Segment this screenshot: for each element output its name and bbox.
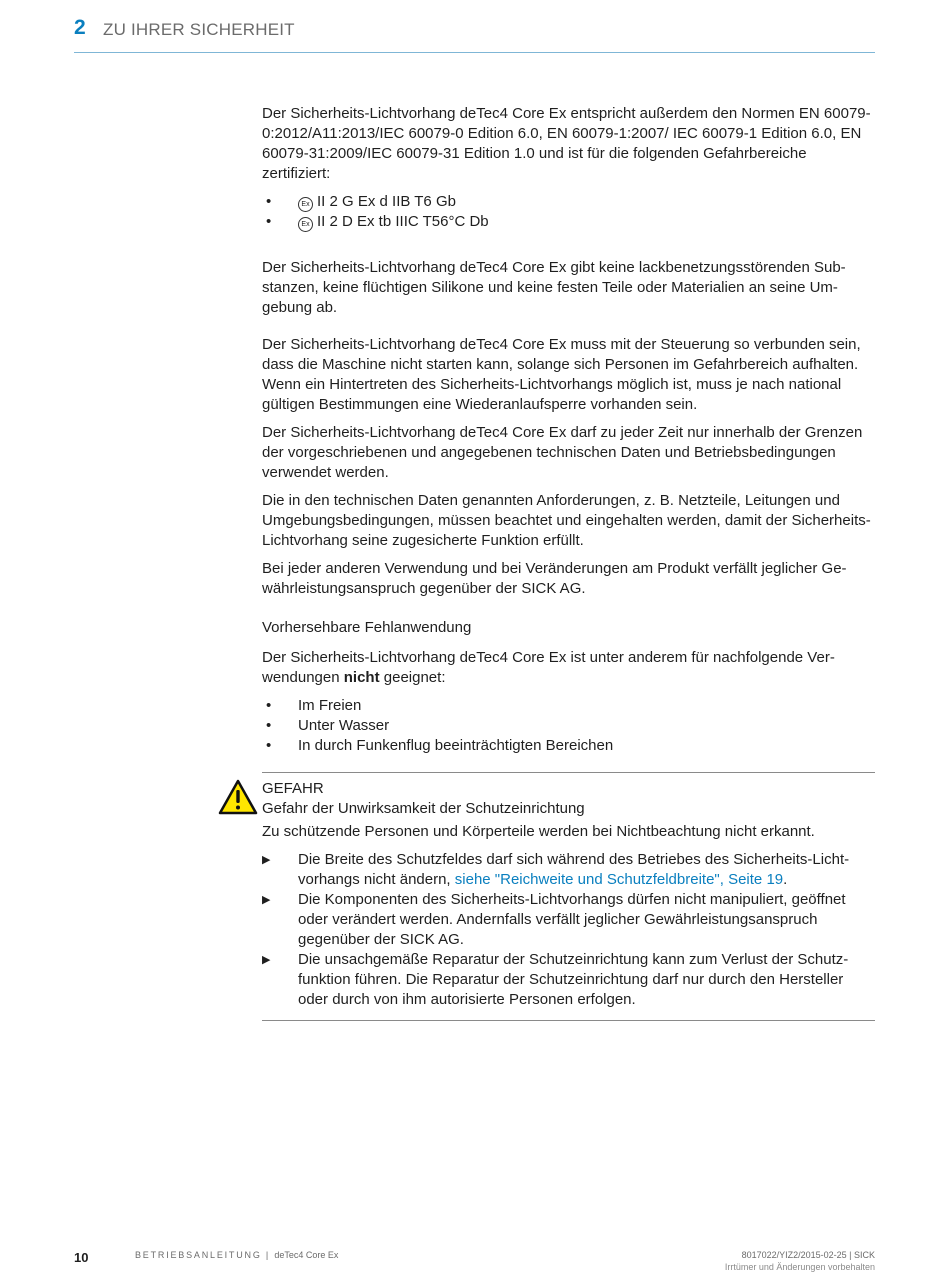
limits-paragraph: Der Sicherheits-Lichtvorhang deTec4 Core Ex darf zu jeder Zeit nur innerhalb der Grenzen der vorgeschriebenen und angegebenen technischen Daten und Betriebsbedingungen verwendet werden. xyxy=(262,424,863,481)
misuse-intro-emphasis: nicht xyxy=(343,669,380,686)
danger-title: GEFAHR xyxy=(262,780,324,797)
misuse-intro xyxy=(262,648,875,688)
list-item: • In durch Funkenflug beeinträchtigten Bereichen xyxy=(262,736,875,756)
cert-zone-text: II 2 D Ex tb IIIC T56°C Db xyxy=(317,213,489,230)
document-type xyxy=(135,1250,338,1260)
list-item: ▶ Die Komponenten des Sicherheits-Lichtvorhangs dürfen nicht manipuliert, geöffnet oder verändert werden. Andernfalls verfällt jeglicher Gewährleistungsanspruch gegenüber der SICK AG. xyxy=(262,890,875,950)
warning-triangle-icon xyxy=(218,779,258,815)
chapter-title: ZU IHRER SICHERHEIT xyxy=(103,20,295,39)
list-item xyxy=(262,850,875,890)
list-item xyxy=(262,212,875,232)
misuse-list xyxy=(262,696,875,756)
warranty-paragraph: Bei jeder anderen Verwendung und bei Veränderungen am Produkt verfällt jeglicher Gewährleistungsanspruch gegenüber der SICK AG. xyxy=(262,560,847,597)
cert-zone-list xyxy=(262,192,875,232)
cert-zone-text: II 2 G Ex d IIB T6 Gb xyxy=(317,193,456,210)
control-paragraph: Der Sicherheits-Lichtvorhang deTec4 Core Ex muss mit der Steuerung so verbunden sein, dass die Maschine nicht starten kann, solange sich Personen im Gefahrbereich aufhalten. Wenn ein Hintertreten des Sicherheits-Lichtvorhangs möglich ist, muss je nach national gültigen Bestimmungen eine Wiederanlaufsperre vorhanden sein. xyxy=(262,336,861,413)
danger-text: Zu schützende Personen und Körperteile werden bei Nichtbeachtung nicht erkannt. xyxy=(262,823,815,840)
product-name: deTec4 Core Ex xyxy=(274,1250,339,1260)
chapter-number: 2 xyxy=(74,16,86,39)
document-id: 8017022/YIZ2/2015-02-25 | SICK xyxy=(741,1250,875,1260)
page-header xyxy=(74,14,875,53)
substances-paragraph: Der Sicherheits-Lichtvorhang deTec4 Core Ex gibt keine lackbenetzungsstörenden Substanzen, keine flüchtigen Silikone und keine festen Teile oder Materialien an seine Umgebung ab. xyxy=(262,259,846,316)
document-type-label: BETRIEBSANLEITUNG xyxy=(135,1250,262,1260)
misuse-intro-end: geeignet: xyxy=(379,669,446,686)
misuse-heading: Vorhersehbare Fehlanwendung xyxy=(262,619,472,636)
list-item: • Im Freien xyxy=(262,696,875,716)
intro-paragraph: Der Sicherheits-Lichtvorhang deTec4 Core Ex entspricht außerdem den Normen EN 60079-0:2012/A11:2013/IEC 60079-0 Edition 6.0, EN 60079-1:2007/ IEC 60079-1 Edition 6.0, EN 60079-31:2009/IEC 60079-31 Edition 1.0 und ist für die folgenden Gefahrbereiche zertifiziert: xyxy=(262,105,871,182)
list-item: ▶ Die unsachgemäße Reparatur der Schutzeinrichtung kann zum Verlust der Schutzfunktion führen. Die Reparatur der Schutzeinrichtung darf nur durch den Hersteller oder durch von ihm autorisierte Personen erfolgen. xyxy=(262,950,875,1010)
requirements-paragraph: Die in den technischen Daten genannten Anforderungen, z. B. Netzteile, Leitungen und Umgebungsbedingungen, müssen beachtet und eingehalten werden, damit der Sicherheits-Lichtvorhang seine zugesicherte Funktion erfüllt. xyxy=(262,492,871,549)
ex-symbol-icon: Ex xyxy=(298,197,313,212)
page-number: 10 xyxy=(74,1250,89,1265)
ex-symbol-icon: Ex xyxy=(298,217,313,232)
instruction-text: Die Breite des Schutzfeldes darf sich während des Betriebes des Sicherheits-Lichtvorhangs nicht ändern, xyxy=(298,851,850,888)
footer-separator: | xyxy=(261,1250,275,1260)
misuse-intro-text: Der Sicherheits-Lichtvorhang deTec4 Core Ex ist unter anderem für nachfolgende Verwendungen xyxy=(262,649,835,686)
main-content xyxy=(262,104,875,1021)
danger-subtitle: Gefahr der Unwirksamkeit der Schutzeinrichtung xyxy=(262,800,585,817)
page-footer xyxy=(74,1247,875,1275)
danger-notice xyxy=(262,772,875,1021)
list-item xyxy=(262,192,875,212)
instruction-end: . xyxy=(783,871,788,888)
disclaimer-note: Irrtümer und Änderungen vorbehalten xyxy=(724,1262,875,1272)
cross-reference-link[interactable]: siehe "Reichweite und Schutzfeldbreite", Seite 19 xyxy=(454,871,784,888)
danger-instruction-list xyxy=(262,850,875,1010)
list-item: • Unter Wasser xyxy=(262,716,875,736)
